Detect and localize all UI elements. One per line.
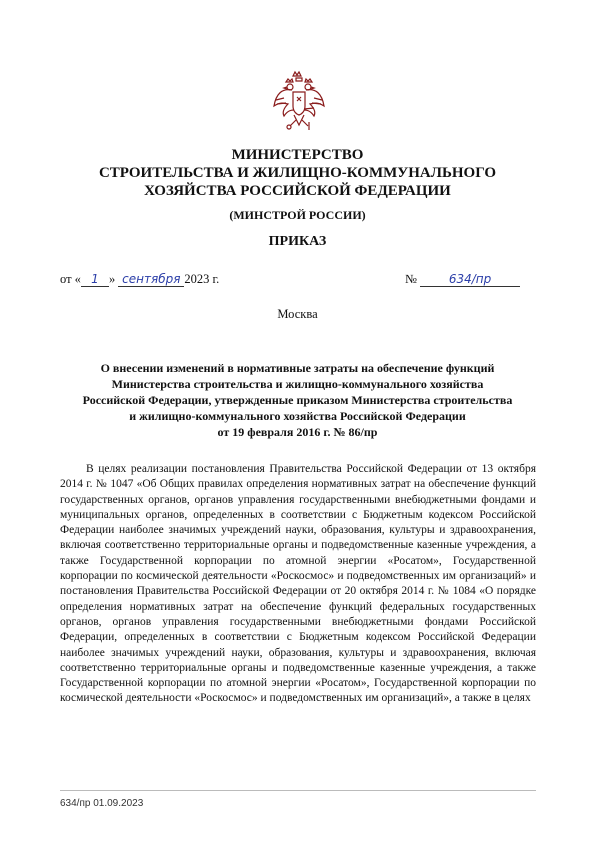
date-prefix: от « [60, 272, 81, 286]
ministry-short-name: (МИНСТРОЙ РОССИИ) [229, 208, 366, 222]
body-paragraph: В целях реализации постановления Правительства Российской Федерации от 13 октября 2014 г. № 1047 «Об Общих правилах определения нормативных затрат на обеспечение функций государственных органов, органов управления государственными внебюджетными фондами и муниципальных органов, определенных в соответствии с Бюджетным кодексом Российской Федерации наиболее значимых учреждений науки, образования, культуры и здравоохранения, включая соответственно территориальные органы и подведомственные казенные учреждения, а также Государственной корпорации по атомной энергии «Росатом», Государственной корпорации по космической деятельности «Роскосмос» и подведомственных им организаций» и постановления Правительства Российской Федерации от 20 октября 2014 г. № 1084 «О порядке определения нормативных затрат на обеспечение функций федеральных государственных органов, органов управления государственными внебюджетными фондами Российской Федерации, определенных в соответствии с Бюджетным кодексом Российской Федерации наиболее значимых учреждений науки, образования, культуры и здравоохранения, включая соответственно территориальные органы и подведомственные казенные учреждения, а также Государственной корпорации по атомной энергии «Росатом», Государственной корпорации по космической деятельности «Роскосмос» и подведомственных им организаций», а также в целях [60, 463, 536, 705]
date-mid: » [108, 272, 119, 286]
title-line-2: Министерства строительства и жилищно-коммунального хозяйства [111, 377, 484, 391]
order-title [70, 360, 525, 440]
title-line-3: Российской Федерации, утвержденные приказом Министерства строительства [82, 393, 513, 407]
title-line-4: и жилищно-коммунального хозяйства Российской Федерации [129, 409, 466, 423]
title-line-1: О внесении изменений в нормативные затраты на обеспечение функций [100, 361, 495, 375]
document-type: ПРИКАЗ [268, 234, 327, 249]
number-handwritten: 634/пр [420, 272, 520, 287]
ministry-line-2: СТРОИТЕЛЬСТВА И ЖИЛИЩНО-КОММУНАЛЬНОГО [98, 165, 497, 181]
footer-divider [60, 790, 536, 791]
date-year: 2023 г. [184, 272, 220, 286]
number-prefix: № [405, 272, 417, 286]
ministry-name [0, 146, 595, 200]
date-day-handwritten: 1 [81, 272, 109, 287]
city: Москва [277, 307, 318, 321]
order-date [60, 272, 219, 287]
ministry-line-1: МИНИСТЕРСТВО [231, 147, 364, 163]
order-number [405, 272, 520, 287]
ministry-line-3: ХОЗЯЙСТВА РОССИЙСКОЙ ФЕДЕРАЦИИ [144, 183, 451, 199]
state-emblem-icon [272, 70, 326, 132]
date-month-handwritten: сентября [118, 272, 184, 287]
title-line-5: от 19 февраля 2016 г. № 86/пр [217, 425, 378, 439]
footer-code: 634/пр 01.09.2023 [60, 798, 144, 809]
